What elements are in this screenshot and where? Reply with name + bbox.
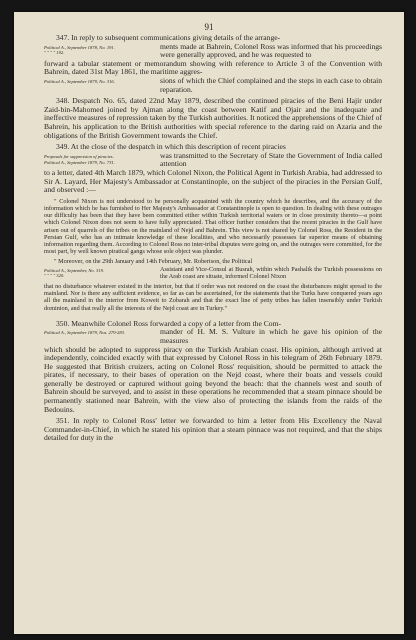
quotation-1: " Colonel Nixon is not understood to be personally acquainted with the country which he describes, and the accuracy of the information which he has furnished to Her Majesty's Ambassador at Constantinople is open to question. In dealing with these outrages our difficulty has been that they have been committed either within Turkish territorial waters or in close proximity thereto—a point which Colonel Nixon does not seem to have fully appreciated. That officer further considers that the recent piracies in the Gulf have arisen out of quarrels of the tribes on the mainland of Nejd and Bahrein. This view is not shared by Colonel Ross, the Resident in the Persian Gulf, who has an intimate knowledge of these localities, and who necessarily possesses far superior means of obtaining information regarding them. According to Colonel Ross no inter-tribal disputes were going on, and the outrages were committed, for the most part, by well known piratical gangs whose sole object was plunder. [44,197,382,256]
marginal-note: Proposals for suppression of piracies. [44,153,114,159]
marginal-note: Political A., September 1879, Nos. 279-283. [44,330,126,336]
paragraph-349-cont: to a letter, dated 4th March 1879, which Colonel Nixon, the Political Agent in Turkish Arabia, had addressed to Sir A. Layard, Her Majesty's Ambassador at Constantinople, on the subject of the piracies in the Persian Gulf, and observed :— [44,167,382,195]
quotation-2-main: Assistant and Vice-Consul at Busrah, within which Pashalik the Turkish possessions on the Arab coast are situate, informed Colonel Nixon [160,265,382,280]
paragraph-347-split-2 [44,77,382,94]
paragraph-347-cont: forward a tabular statement or memorandum showing with reference to Article 3 of the Convention with Bahrein, dated 31st May 1861, the maritime aggres- [44,58,382,77]
document-page [14,12,404,634]
marginal-reference-350 [44,328,160,336]
paragraph-347-split [44,43,382,60]
marginal-reference-349 [44,152,160,166]
marginal-note: Political A., September, No. 319. [44,267,105,273]
paragraph-350-split [44,328,382,345]
paragraph-349-lead: 349. At the close of the despatch in which this description of recent piracies [56,142,286,152]
paragraph-351: 351. In reply to Colonel Ross' letter we forwarded to him a letter from His Excellency the Naval Commander-in-Chief, in which he stated his opinion that a steam pinnace was not required, and that the ships detailed for duty in the [44,416,382,443]
quotation-2-split [44,266,382,280]
marginal-reference-347 [44,43,160,57]
paragraph-347-main: ments made at Bahrein, Colonel Ross was informed that his proceedings were generally approved, and he was requested to [160,41,382,60]
paragraph-347-main-2: sions of which the Chief complained and the steps in each case to obtain reparation. [160,75,382,94]
paragraph-350-lead: 350. Meanwhile Colonel Ross forwarded a copy of a letter from the Com- [56,318,282,328]
paragraph-347-lead: 347. In reply to subsequent communications giving details of the arrange- [56,33,281,42]
marginal-note: " " " " 320. [44,273,65,279]
marginal-note: Political A., September 1879, No. 731. [44,159,115,165]
paragraph-349-main: was transmitted to the Secretary of State the Government of India called attention [160,150,382,169]
marginal-note: Political A., September 1879, No. 316. [44,78,115,84]
marginal-reference-347b [44,77,160,85]
quotation-2-cont: that no disturbance whatever existed in the interior, but that if order was not restored on the coast the disturbances might spread to the mainland. Nor is there any sufficient evidence, so far as can be ascertained, for the statements that the Turks have conquered years ago all the mainland in the interior from Koweit to Zobarah and that the exact line of petty tribes has fallen insensibly under Turkish dominion, and that really all the interests of the Nejd coast are in Turkey." [44,282,382,312]
paragraph-350-main: mander of H. M. S. Vulture in which he gave his opinion of the measures [160,327,382,345]
quotation-2-lead: " Moreover, on the 29th January and 14th February, Mr. Robertson, the Political [54,258,253,266]
marginal-reference-quote2 [44,266,160,280]
paragraph-348: 348. Despatch No. 65, dated 22nd May 1879, described the continued piracies of the Beni Hajir under Zaid-bin-Mahomed joined by Ajman along the coast between Katif and Ojair and the inadequate and ineffective measures of repression taken by the Turkish authorities. It noticed the apprehensions of the Chief of Bahrein, his application to the British authorities with special reference to the daring raid on Azaria and the obligations of the British Government towards the Chief. [44,96,382,140]
marginal-note: " " " " 192. [44,50,65,56]
page-body [44,34,382,446]
paragraph-350-cont: which should be adopted to suppress piracy on the Turkish Arabian coast. His opinion, although arrived at independently, coincided exactly with that expressed by Colonel Ross in his telegram of 26th February 1879. He suggested that British cruizers, acting on Colonel Ross' requisition, should be permitted to attack the pirates, if necessary, to their bases of operation on the Nejd coast, where their boats and vessels could generally be destroyed or captured without going beyond the beach: that the channels west and south of Bahrein should be surveyed, and to assist in these operations he recommended that a steam pinnace should be permanently stationed near Bahrein, with the view also of protecting the islands from the raids of the Bedouins. [44,344,382,414]
page-number: 91 [204,22,214,32]
paragraph-349-split [44,152,382,169]
marginal-note: Political A., September 1878, No. 191. [44,44,115,50]
